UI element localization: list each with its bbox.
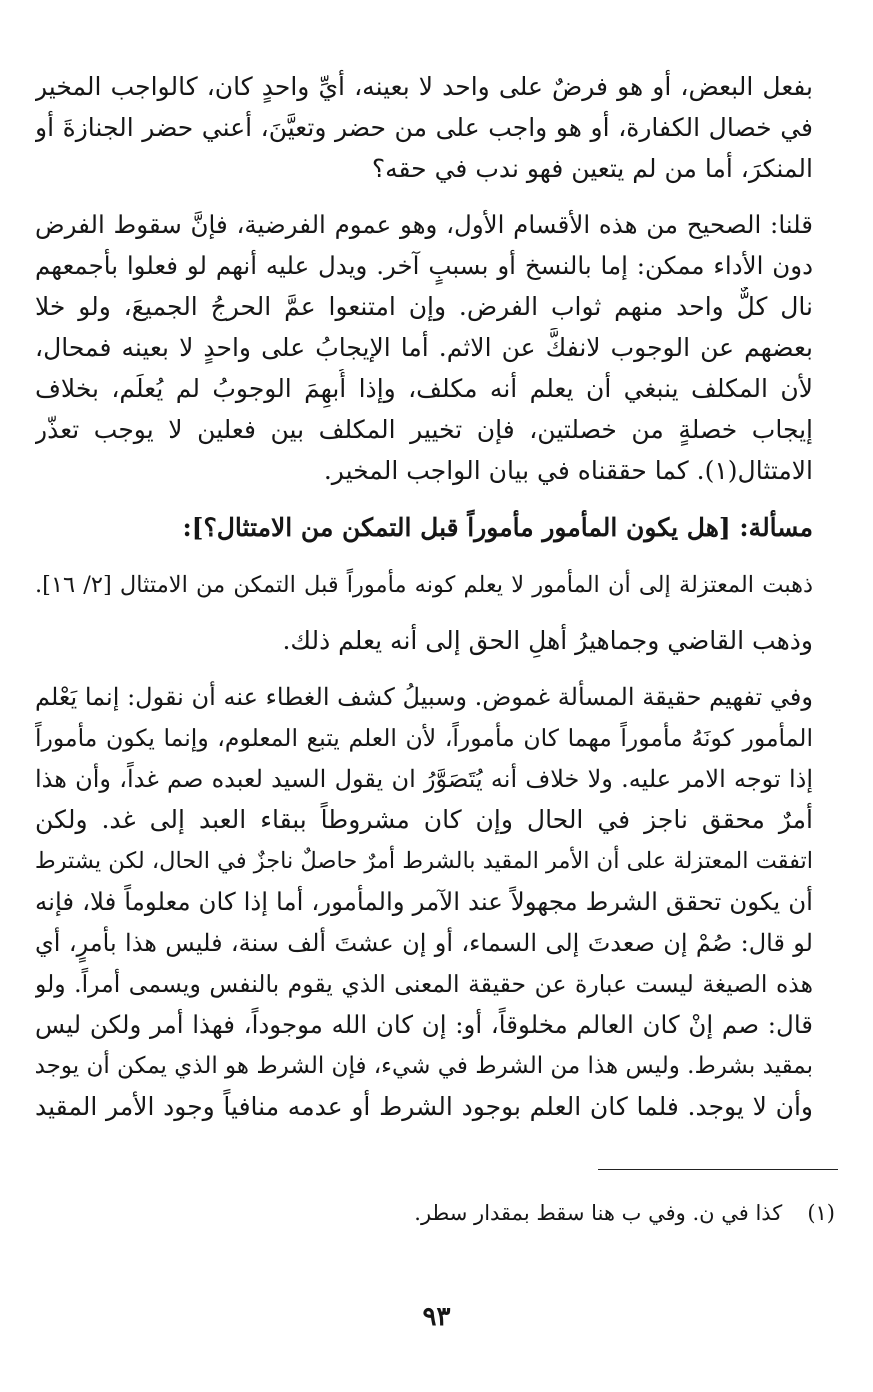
text-line: إذا توجه الامر عليه. ولا خلاف أنه يُتَصَوَّرُ ان يقول السيد لعبده صم غداً، وأن هذا <box>35 765 813 793</box>
text-line: وأن لا يوجد. فلما كان العلم بوجود الشرط أو عدمه منافياً وجود الأمر المقيد <box>35 1092 813 1121</box>
text-line: لأن المكلف ينبغي أن يعلم أنه مكلف، وإذا أُبهِمَ الوجوبُ لم يُعلَم، بخلاف <box>35 374 813 403</box>
text-line: وفي تفهيم حقيقة المسألة غموض. وسبيلُ كشف الغطاء عنه أن نقول: إنما يَعْلم <box>35 683 813 711</box>
text-line: قال: صم إنْ كان العالم مخلوقاً، أو: إن كان الله موجوداً، فهذا أمر ولكن ليس <box>35 1010 813 1039</box>
text-line: دون الأداء ممكن: إما بالنسخ أو بسببٍ آخر. ويدل عليه أنهم لو فعلوا بأجمعهم <box>35 251 813 280</box>
text-line: ذهبت المعتزلة إلى أن المأمور لا يعلم كونه مأموراً قبل التمكن من الامتثال [٢/ ١٦]. <box>35 572 813 598</box>
footnote-divider <box>598 1169 838 1170</box>
page-number: ٩٣ <box>422 1302 451 1332</box>
text-line: لو قال: صُمْ إن صعدتَ إلى السماء، أو إن عشتَ ألف سنة، فليس هذا بأمرٍ، أي <box>35 929 813 957</box>
text-line: أن يكون تحقق الشرط مجهولاً عند الآمر والمأمور، أما إذا كان معلوماً فلا، فإنه <box>35 887 813 916</box>
text-line: المنكرَ، أما من لم يتعين فهو ندب في حقه؟ <box>371 154 813 183</box>
text-line: الامتثال(١). كما حققناه في بيان الواجب المخير. <box>323 456 813 485</box>
text-line: وذهب القاضي وجماهيرُ أهلِ الحق إلى أنه يعلم ذلك. <box>282 626 813 655</box>
text-line: بفعل البعض، أو هو فرضٌ على واحد لا بعينه، أيِّ واحدٍ كان، كالواجب المخير <box>35 72 813 101</box>
text-line: نال كلٌّ واحد منهم ثواب الفرض. وإن امتنعوا عمَّ الحرجُ الجميعَ، ولو خلا <box>35 292 813 321</box>
text-line: قلنا: الصحيح من هذه الأقسام الأول، وهو عموم الفرضية، فإنَّ سقوط الفرض <box>35 210 813 239</box>
text-line: أمرٌ محقق ناجز في الحال وإن كان مشروطاً ببقاء العبد إلى غد. ولكن <box>35 805 813 834</box>
text-line: بمقيد بشرط. وليس هذا من الشرط في شيء، فإن الشرط هو الذي يمكن أن يوجد <box>35 1053 813 1079</box>
footnote <box>35 1196 835 1230</box>
text-line: هذه الصيغة ليست عبارة عن حقيقة المعنى الذي يقوم بالنفس ويسمى أمراً. ولو <box>35 970 813 998</box>
footnote-text: كذا في ن. وفي ب هنا سقط بمقدار سطر. <box>414 1201 783 1225</box>
section-heading: مسألة: [هل يكون المأمور مأموراً قبل التمكن من الامتثال؟]: <box>182 513 813 542</box>
text-line: بعضهم عن الوجوب لانفكَّ عن الاثم. أما الإيجابُ على واحدٍ لا بعينه فمحال، <box>35 333 813 362</box>
text-line: في خصال الكفارة، أو هو واجب على من حضر وتعيَّنَ، أعني حضر الجنازةَ أو <box>35 113 813 142</box>
text-line: اتفقت المعتزلة على أن الأمر المقيد بالشرط أمرٌ حاصلٌ ناجزٌ في الحال، لكن يشترط <box>35 848 813 874</box>
text-line: إيجاب خصلةٍ من خصلتين، فإن تخيير المكلف بين فعلين لا يوجب تعذّر <box>35 415 813 444</box>
text-line: المأمور كونَهُ مأموراً مهما كان مأموراً، لأن العلم يتبع المعلوم، وإنما يكون مأموراً <box>35 724 813 752</box>
footnote-number: (١) <box>807 1201 835 1225</box>
